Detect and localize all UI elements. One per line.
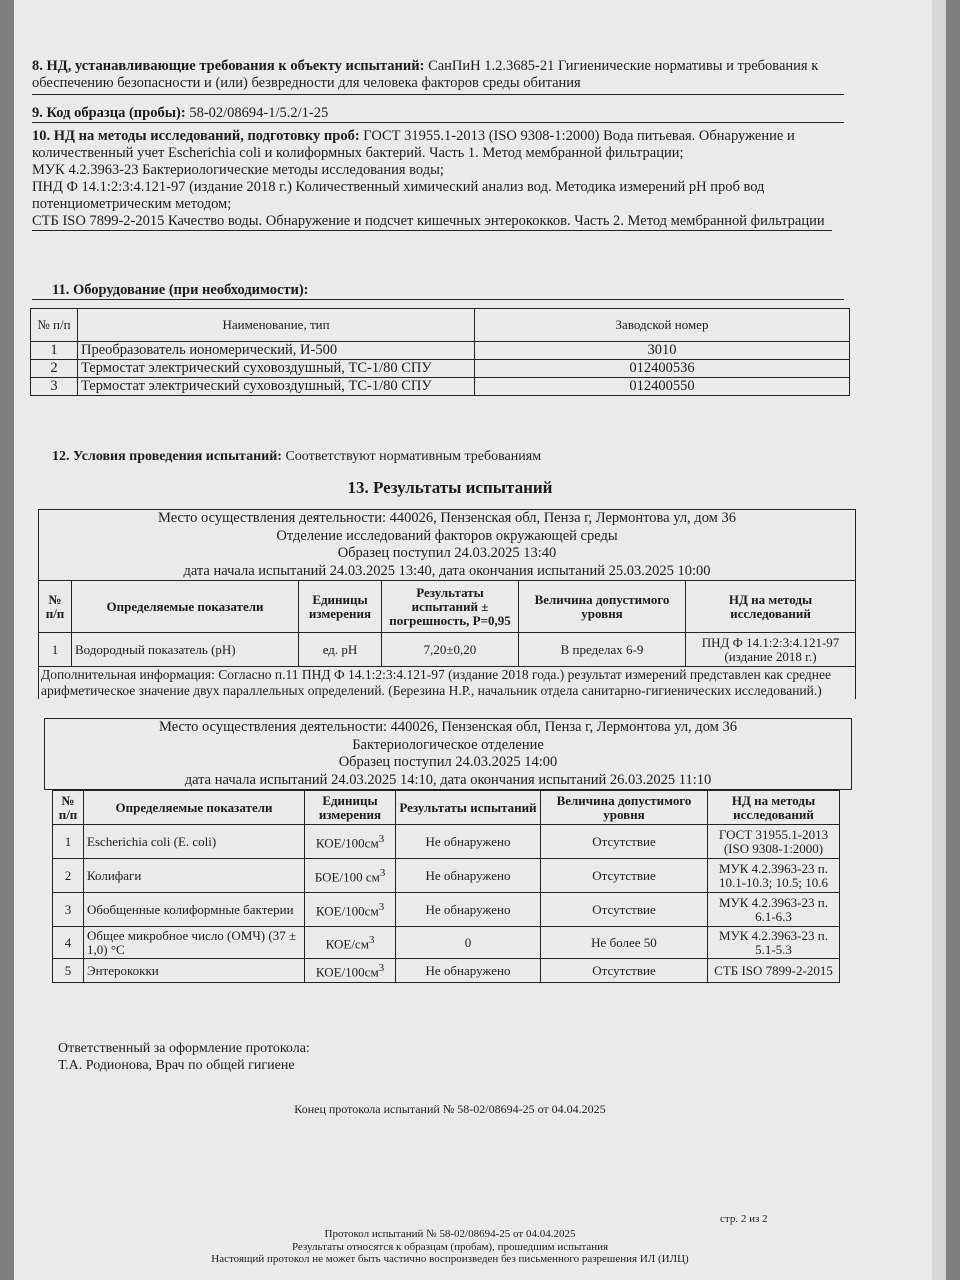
block1-header: Место осуществления деятельности: 440026, Пензенская обл, Пенза г, Лермонтова ул, дом 36 Отделение исследований факторов окружающей среды Образец поступил 24.03.2025 13:40 дата начала испытаний 24.03.2025 13:40, дата окончания испытаний 25.03.2025 10:00	[38, 509, 856, 581]
footer: Протокол испытаний № 58-02/08694-25 от 04.04.2025 Результаты относятся к образцам (пробам), прошедшим испытания Настоящий протокол не может быть частично воспроизведен без письменного разрешения ИЛ (ИЛЦ)	[211, 1228, 689, 1265]
table-row: 1 Escherichia coli (E. coli) КОЕ/$100см^3$ Не обнаружено Отсутствие ГОСТ 31955.1-2013 (ISO 9308-1:2000)	[53, 825, 840, 859]
section-12: 12. Условия проведения испытаний: Соответствуют нормативным требованиям	[52, 449, 542, 464]
table-row: 4 Общее микробное число (ОМЧ) (37 ± 1,0) °С КОЕ/$см^3$ 0 Не более 50 МУК 4.2.3963-23 п. 5.1-5.3	[53, 927, 840, 959]
table-row: 1 Водородный показатель (pH) ед. pH 7,20±0,20 В пределах 6-9 ПНД Ф 14.1:2:3:4.121-97 (издание 2018 г.)	[39, 633, 856, 667]
protocol-end: Конец протокола испытаний № 58-02/08694-25 от 04.04.2025	[294, 1102, 606, 1116]
table-row: 5 Энтерококки КОЕ/$100см^3$ Не обнаружено Отсутствие СТБ ISO 7899-2-2015	[53, 959, 840, 983]
col-name: Наименование, тип	[78, 309, 475, 342]
table-row: 3 Обобщенные колиформные бактерии КОЕ/$100см^3$ Не обнаружено Отсутствие МУК 4.2.3963-23 п. 6.1-6.3	[53, 893, 840, 927]
responsible-person: Ответственный за оформление протокола: Т.А. Родионова, Врач по общей гигиене	[58, 1041, 310, 1073]
section-9: 9. Код образца (пробы): 58-02/08694-1/5.2/1-25	[32, 105, 844, 123]
additional-info: Дополнительная информация: Согласно п.11 ПНД Ф 14.1:2:3:4.121-97 (издание 2018 года.) результат измерений представлен как среднее арифметическое значение двух параллельных определений. (Березина Н.Р., начальник отдела санитарно-гигиенических исследований.)	[38, 667, 856, 699]
block2-header: Место осуществления деятельности: 440026, Пензенская обл, Пенза г, Лермонтова ул, дом 36 Бактериологическое отделение Образец поступил 24.03.2025 14:00 дата начала испытаний 24.03.2025 14:10, дата окончания испытаний 26.03.2025 11:10	[44, 718, 852, 790]
equipment-table	[30, 308, 850, 396]
results-table-1: № п/п Определяемые показатели Единицы измерения Результаты испытаний ± погрешность, P=0,95 Величина допустимого уровня НД на методы исследований 1 Водородный показатель (pH) ед. pH 7,20±0,20 В пределах 6-9 ПНД Ф 14.1:2:3:4.121-97 (издание 2018 г.)	[38, 580, 856, 667]
section-10: 10. НД на методы исследований, подготовку проб: ГОСТ 31955.1-2013 (ISO 9308-1:2000) Вода питьевая. Обнаружение и количественный учет Escherichia coli и колиформных бактерий. Часть 1. Метод мембранной фильтрации; МУК 4.2.3963-23 Бактериологические методы исследования воды; ПНД Ф 14.1:2:3:4.121-97 (издание 2018 г.) Количественный химический анализ вод. Методика измерений pH проб вод потенциометрическим методом; СТБ ISO 7899-2-2015 Качество воды. Обнаружение и подсчет кишечных энтерококков. Часть 2. Метод мембранной фильтрации	[32, 128, 832, 231]
table-row: 3 Термостат электрический суховоздушный, ТС-1/80 СПУ 012400550	[31, 378, 850, 396]
section-11: 11. Оборудование (при необходимости):	[32, 282, 844, 300]
results-table-2: № п/п Определяемые показатели Единицы измерения Результаты испытаний Величина допустимого уровня НД на методы исследований 1 Escherichia coli (E. coli) КОЕ/$100см^3$ Не обнаружено Отсутствие ГОСТ 31955.1-2013 (ISO 9308-1:2000) 2 Колифаги БОЕ/100 $см^3$ Не обнаружено Отсутствие МУК 4.2.3963-23 п. 10.1-10.3; 10.5; 10.6 3 Обобщенные колиформные бактерии КОЕ/$100см^3$ Не обнаружено Отсутствие МУК 4.2.3963-23 п. 6.1-6.3 4 Общее микробное число (ОМЧ) (37 ± 1,0) °С КОЕ/$см^3$ 0 Не более 50 МУК 4.2.3963-23 п. 5.1-5.3 5 Энтерококки КОЕ/$100см^3$ Не обнаружено Отсутствие СТБ ISO 7899-2-2015	[52, 790, 840, 983]
col-num: № п/п	[31, 309, 78, 342]
table-row: 2 Колифаги БОЕ/100 $см^3$ Не обнаружено Отсутствие МУК 4.2.3963-23 п. 10.1-10.3; 10.5; 10.6	[53, 859, 840, 893]
table-row: 1 Преобразователь иономерический, И-500 3010	[31, 342, 850, 360]
col-serial: Заводской номер	[475, 309, 850, 342]
results-title: 13. Результаты испытаний	[347, 478, 553, 497]
page-number: стр. 2 из 2	[720, 1213, 768, 1225]
page-edge	[932, 0, 946, 1280]
section-8: 8. НД, устанавливающие требования к объекту испытаний: СанПиН 1.2.3685-21 Гигиенические нормативы и требования к обеспечению безопасности и (или) безвредности для человека факторов среды обитания	[32, 58, 844, 95]
table-row: 2 Термостат электрический суховоздушный, ТС-1/80 СПУ 012400536	[31, 360, 850, 378]
